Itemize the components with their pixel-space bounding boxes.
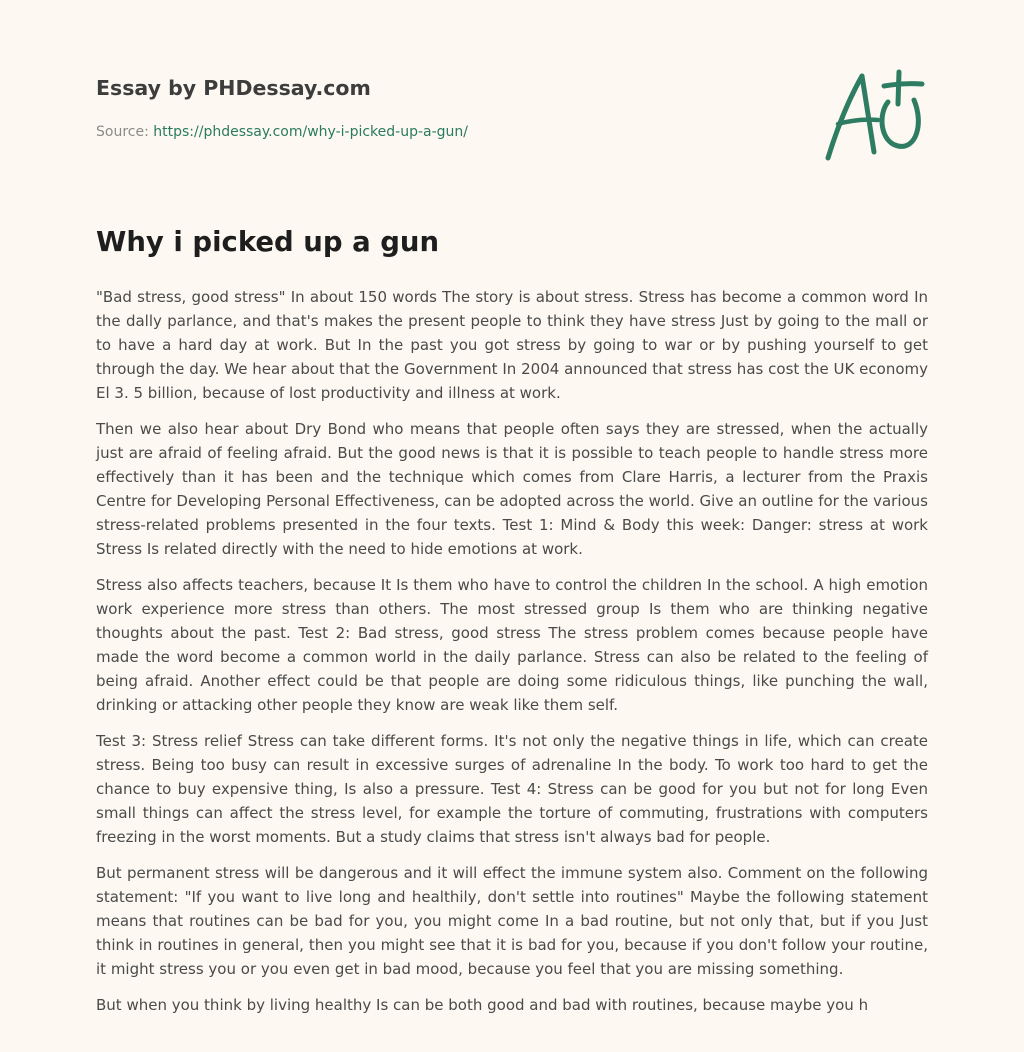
essay-body (96, 285, 928, 1029)
essay-title: Why i picked up a gun (96, 226, 440, 258)
essay-paragraph: But when you think by living healthy Is can be both good and bad with routines, because maybe you h (96, 996, 869, 1014)
a-plus-grade-icon (818, 62, 930, 166)
site-title: Essay by PHDessay.com (96, 76, 371, 100)
essay-paragraph: Test 3: Stress relief Stress can take different forms. It's not only the negative things in life, which can create stress. Being too busy can result in excessive surges of adrenaline In the body. To work too hard to get the chance to buy expensive thing, Is also a pressure. Test 4: Stress can be good for you but not for long Even small things can affect the stress level, for example the torture of commuting, frustrations with computers freezing in the worst moments. But a study claims that stress isn't always bad for people. (96, 732, 928, 846)
essay-paragraph: Then we also hear about Dry Bond who means that people often says they are stressed, when the actually just are afraid of feeling afraid. But the good news is that it is possible to teach people to handle stress more effectively than it has been and the technique which comes from Clare Harris, a lecturer from the Praxis Centre for Developing Personal Effectiveness, can be adopted across the world. Give an outline for the various stress-related problems presented in the four texts. Test 1: Mind & Body this week: Danger: stress at work Stress Is related directly with the need to hide emotions at work. (96, 420, 928, 558)
essay-paragraph: But permanent stress will be dangerous and it will effect the immune system also. Comment on the following statement: "If you want to live long and healthily, don't settle into routines" Maybe the following statement means that routines can be bad for you, you might come In a bad routine, but not only that, but if you Just think in routines in general, then you might see that it is bad for you, because if you don't follow your routine, it might stress you or you even get in bad mood, because you feel that you are missing something. (96, 864, 928, 978)
source-label: Source: (96, 124, 149, 140)
essay-paragraph: "Bad stress, good stress" In about 150 words The story is about stress. Stress has become a common word In the dally parlance, and that's makes the present people to think they have stress Just by going to the mall or to have a hard day at work. But In the past you got stress by going to war or by pushing yourself to get through the day. We hear about that the Government In 2004 announced that stress has cost the UK economy El 3. 5 billion, because of lost productivity and illness at work. (96, 288, 928, 402)
essay-paragraph: Stress also affects teachers, because It Is them who have to control the children In the school. A high emotion work experience more stress than others. The most stressed group Is them who are thinking negative thoughts about the past. Test 2: Bad stress, good stress The stress problem comes because people have made the word become a common world in the daily parlance. Stress can also be related to the feeling of being afraid. Another effect could be that people are doing some ridiculous things, like punching the wall, drinking or attacking other people they know are weak like them self. (96, 576, 928, 714)
source-line (96, 124, 468, 140)
source-link[interactable]: https://phdessay.com/why-i-picked-up-a-gun/ (153, 124, 469, 140)
